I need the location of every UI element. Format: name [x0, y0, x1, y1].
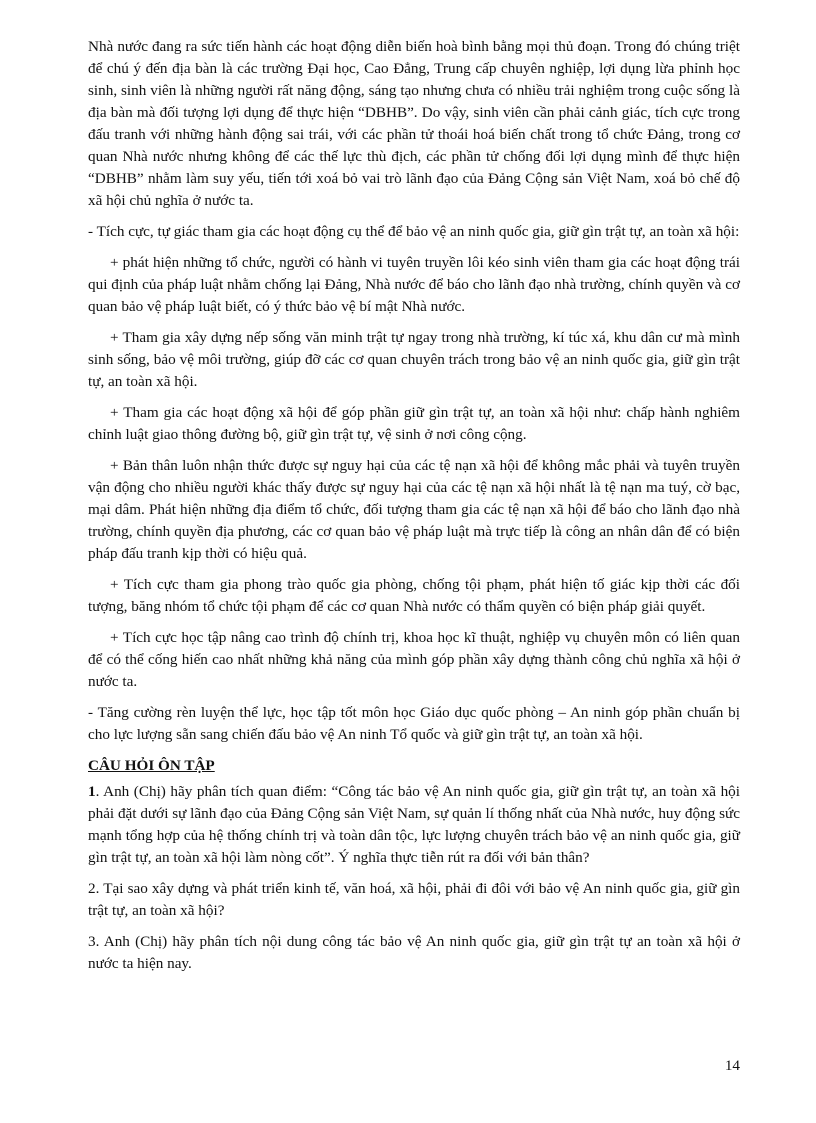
bullet-social-activities: + Tham gia các hoạt động xã hội để góp phần giữ gìn trật tự, an toàn xã hội như: chấp hành nghiêm chỉnh luật giao thông đường bộ, giữ gìn trật tự, vệ sinh ở nơi công cộng. [88, 404, 740, 443]
bullet-civilized-lifestyle: + Tham gia xây dựng nếp sống văn minh trật tự ngay trong nhà trường, kí túc xá, khu dân cư mà mình sinh sống, bảo vệ môi trường, giúp đỡ các cơ quan chuyên trách trong bảo vệ an ninh quốc gia, giữ gìn trật tự, an toàn xã hội. [88, 329, 740, 390]
bullet-study: + Tích cực học tập nâng cao trình độ chính trị, khoa học kĩ thuật, nghiệp vụ chuyên môn có liên quan để có thể cống hiến cao nhất những khả năng của mình góp phần xây dựng thành công chủ nghĩa xã hội ở nước ta. [88, 629, 740, 690]
question-number: 3 [88, 933, 96, 950]
document-page [88, 36, 740, 984]
bullet-detect-organizations: + phát hiện những tổ chức, người có hành vi tuyên truyền lôi kéo sinh viên tham gia các hoạt động trái qui định của pháp luật nhằm chống lại Đảng, Nhà nước để báo cho lãnh đạo nhà trường, chính quyền và cơ quan bảo vệ pháp luật biết, có ý thức bảo vệ bí mật Nhà nước. [88, 254, 740, 315]
question-text: . Anh (Chị) hãy phân tích nội dung công tác bảo vệ An ninh quốc gia, giữ gìn trật tự an toàn xã hội ở nước ta hiện nay. [88, 933, 740, 972]
review-questions-heading: CÂU HỎI ÔN TẬP [88, 757, 215, 774]
paragraph-physical-training: - Tăng cường rèn luyện thể lực, học tập tốt môn học Giáo dục quốc phòng – An ninh góp phần chuẩn bị cho lực lượng sẵn sang chiến đấu bảo vệ An ninh Tổ quốc và giữ gìn trật tự, an toàn xã hội. [88, 704, 740, 743]
question-number: 2 [88, 880, 96, 897]
paragraph-active-participation: - Tích cực, tự giác tham gia các hoạt động cụ thể để bảo vệ an ninh quốc gia, giữ gìn trật tự, an toàn xã hội: [88, 223, 740, 240]
page-number: 14 [724, 1057, 740, 1074]
review-question [88, 878, 740, 922]
review-question [88, 781, 740, 869]
paragraph-intro: Nhà nước đang ra sức tiến hành các hoạt động diễn biến hoà bình bằng mọi thủ đoạn. Trong đó chúng triệt để chú ý đến địa bàn là các trường Đại học, Cao Đẳng, Trung cấp chuyên nghiệp, lợi dụng lừa phỉnh học sinh, sinh viên là những người rất năng động, sáng tạo nhưng chưa có nhiều trải nghiệm trong cuộc sống là địa bàn mà đối tượng lợi dụng để thực hiện “DBHB”. Do vậy, sinh viên cần phải cảnh giác, tích cực trong đấu tranh với những hành động sai trái, với các phần tử thoái hoá biến chất trong tổ chức Đảng, trong cơ quan Nhà nước nhưng không để các thế lực thù địch, các phần tử chống đối lợi dụng mình để thực hiện “DBHB” nhằm làm suy yếu, tiến tới xoá bỏ vai trò lãnh đạo của Đảng Cộng sản Việt Nam, xoá bỏ chế độ xã hội chủ nghĩa ở nước ta. [88, 38, 740, 209]
question-text: . Anh (Chị) hãy phân tích quan điểm: “Công tác bảo vệ An ninh quốc gia, giữ gìn trật tự, an toàn xã hội phải đặt dưới sự lãnh đạo của Đảng Cộng sản Việt Nam, sự quản lí thống nhất của Nhà nước, huy động sức mạnh tổng hợp của hệ thống chính trị và toàn dân tộc, lực lượng chuyên trách bảo vệ an ninh quốc gia, giữ gìn trật tự, an toàn xã hội làm nòng cốt”. Ý nghĩa thực tiễn rút ra đối với bản thân? [88, 783, 740, 866]
bullet-social-evils: + Bản thân luôn nhận thức được sự nguy hại của các tệ nạn xã hội để không mắc phải và tuyên truyền vận động cho nhiều người khác thấy được sự nguy hại của các tệ nạn xã hội nhất là tệ nạn ma tuý, cờ bạc, mại dâm. Phát hiện những địa điểm tổ chức, đối tượng tham gia các tệ nạn xã hội để báo cho lãnh đạo nhà trường, chính quyền địa phương, các cơ quan bảo vệ pháp luật mà trực tiếp là công an nhân dân để có biện pháp đấu tranh kịp thời có hiệu quả. [88, 457, 740, 562]
question-text: . Tại sao xây dựng và phát triển kinh tế, văn hoá, xã hội, phải đi đôi với bảo vệ An ninh quốc gia, giữ gìn trật tự, an toàn xã hội? [88, 880, 740, 919]
review-question [88, 931, 740, 975]
bullet-crime-prevention: + Tích cực tham gia phong trào quốc gia phòng, chống tội phạm, phát hiện tố giác kịp thời các đối tượng, băng nhóm tổ chức tội phạm để các cơ quan Nhà nước có thẩm quyền có biện pháp giải quyết. [88, 576, 740, 615]
question-number: 1 [88, 783, 96, 800]
